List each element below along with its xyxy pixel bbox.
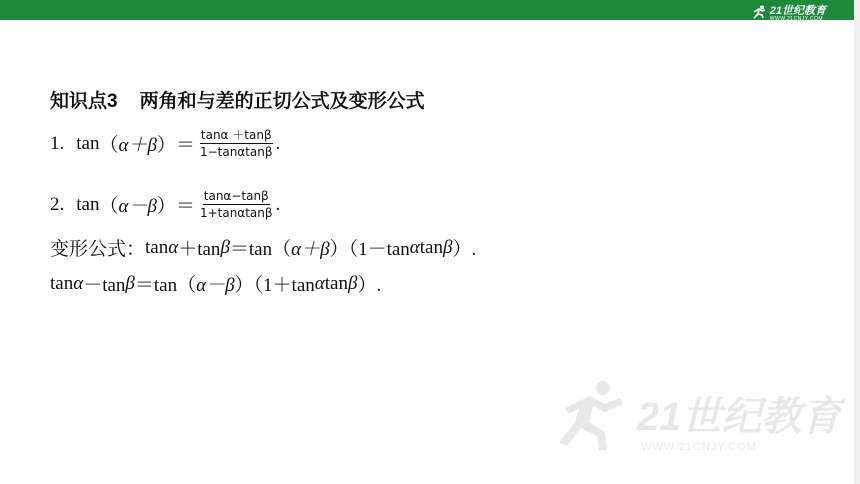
formula-arg: α－β xyxy=(118,196,157,217)
symbol-arg: α－β xyxy=(196,275,235,296)
watermark-sub: WWW.21CNJY.COM xyxy=(641,441,757,453)
symbol-arg: α＋β xyxy=(291,239,330,260)
right-edge xyxy=(854,0,860,484)
formula-number: 1. xyxy=(50,132,65,154)
fraction-numerator: tanα−tanβ xyxy=(203,189,269,203)
top-bar xyxy=(0,0,860,20)
heading-label: 知识点3 xyxy=(50,91,118,112)
brand-logo-sub: WWW.21CNJY.COM xyxy=(769,16,824,22)
formula-number: 2. xyxy=(50,193,65,215)
text-run: tan xyxy=(50,272,74,294)
formula-fraction xyxy=(199,128,274,159)
runner-icon xyxy=(751,5,767,19)
formula-arg: α＋β xyxy=(118,135,157,156)
text-run: tan xyxy=(419,236,443,258)
formula-tan-difference xyxy=(50,189,280,220)
text-run: ）. xyxy=(357,275,382,296)
transform-formula-difference xyxy=(50,270,381,297)
transform-formula-sum xyxy=(50,234,476,261)
symbol-alpha: α xyxy=(168,236,179,258)
fraction-denominator: 1−tanαtanβ xyxy=(199,145,273,159)
formula-end: . xyxy=(275,193,281,215)
formula-fn: tan xyxy=(76,193,100,215)
transform-label: 变形公式： xyxy=(50,239,146,260)
symbol-beta: β xyxy=(220,236,230,258)
formula-open: （ xyxy=(99,196,119,217)
symbol-beta: β xyxy=(442,236,453,258)
brand-logo xyxy=(751,2,826,22)
text-run: ）. xyxy=(452,239,477,260)
formula-close: ） xyxy=(156,196,176,217)
section-heading xyxy=(50,86,425,113)
watermark-runner-icon xyxy=(559,381,623,450)
formula-tan-sum xyxy=(50,128,280,159)
formula-close: ） xyxy=(156,135,176,156)
fraction-denominator: 1+tanαtanβ xyxy=(199,206,273,220)
text-run: ＝tan（ xyxy=(229,239,292,260)
watermark-logo xyxy=(545,378,845,458)
text-run: ）（1－tan xyxy=(329,239,410,260)
symbol-alpha: α xyxy=(314,272,325,294)
text-run: ＋tan xyxy=(178,239,221,260)
text-run: －tan xyxy=(83,275,126,296)
formula-end: . xyxy=(275,132,281,154)
formula-open: （ xyxy=(99,135,119,156)
symbol-beta: β xyxy=(347,272,358,294)
formula-fn: tan xyxy=(76,132,100,154)
text-run: tan xyxy=(324,272,348,294)
formula-equals: ＝ xyxy=(175,135,195,156)
text-run: tan xyxy=(145,236,169,258)
brand-logo-text: 21世纪教育 xyxy=(769,5,826,17)
fraction-numerator: tanα ＋tanβ xyxy=(200,128,272,142)
formula-equals: ＝ xyxy=(175,196,195,217)
symbol-alpha: α xyxy=(73,272,84,294)
symbol-beta: β xyxy=(125,272,135,294)
text-run: ）（1＋tan xyxy=(234,275,315,296)
heading-title: 两角和与差的正切公式及变形公式 xyxy=(139,91,425,112)
formula-fraction xyxy=(199,189,274,220)
symbol-alpha: α xyxy=(409,236,420,258)
watermark-text: 21世纪教育 xyxy=(637,395,842,439)
text-run: ＝tan（ xyxy=(134,275,197,296)
